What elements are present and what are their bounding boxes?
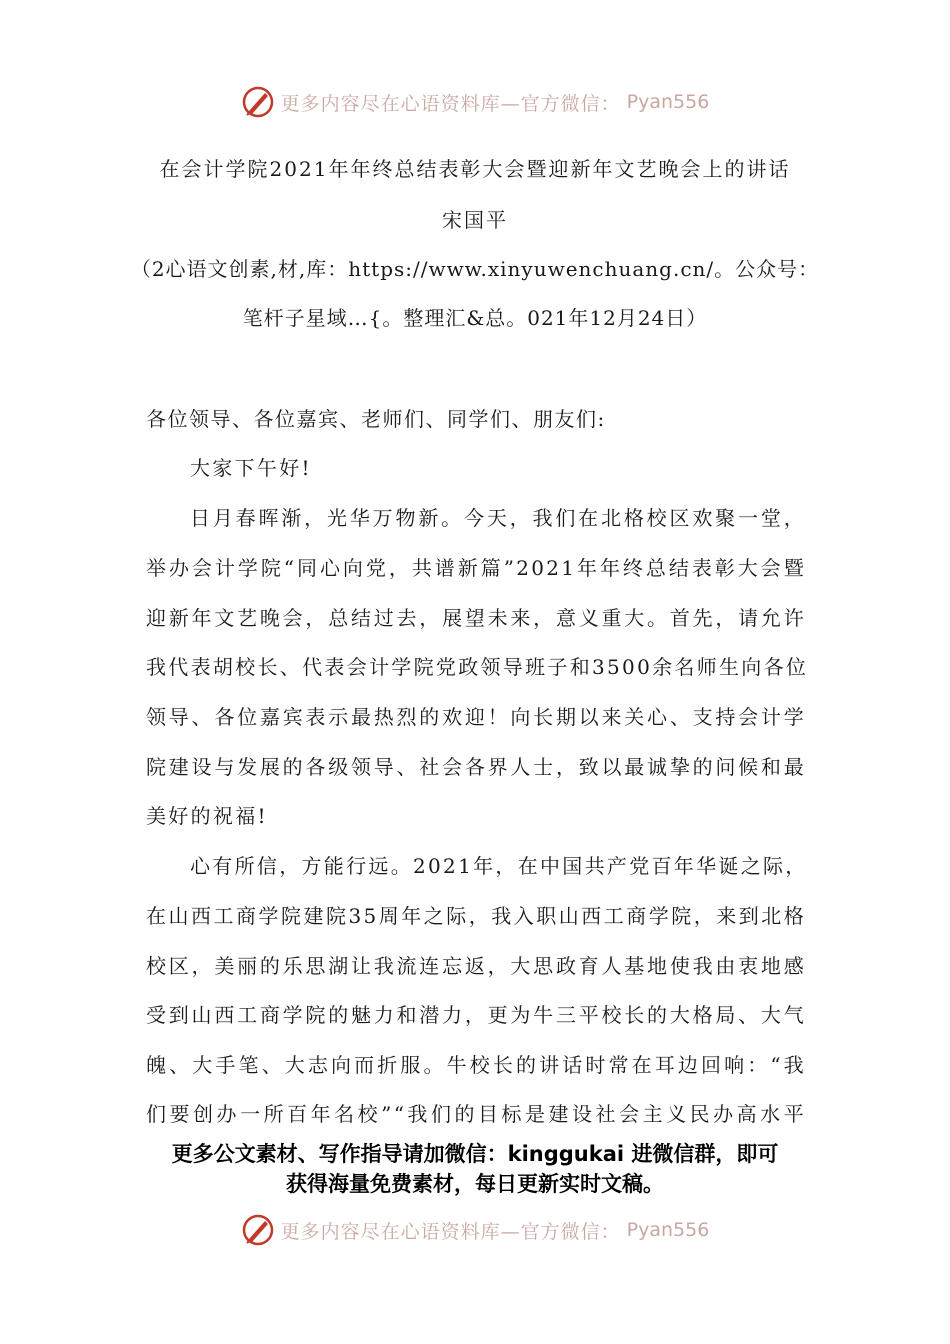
- p1-line-4: 我代表胡校长、代表会计学院党政领导班子和3500余名师生向各位: [146, 655, 809, 679]
- promo-line-2: 获得海量免费素材，每日更新实时文稿。: [286, 1172, 664, 1196]
- p1-line-3: 迎新年文艺晚会，总结过去，展望未来，意义重大。首先，请允许: [146, 606, 806, 630]
- header-banner-text: 更多内容尽在心语资料库—官方微信：: [280, 92, 621, 115]
- p2-line-6: 们要创办一所百年名校”“我们的目标是建设社会主义民办高水平: [146, 1102, 806, 1126]
- footer-banner-text: 更多内容尽在心语资料库—官方微信：: [280, 1220, 621, 1243]
- salutation: 各位领导、各位嘉宾、老师们、同学们、朋友们:: [146, 407, 606, 431]
- header-banner: [0, 82, 950, 122]
- p2-line-4: 受到山西工商学院的魅力和潜力，更为牛三平校长的大格局、大气: [146, 1003, 806, 1027]
- document-title: 在会计学院2021年年终总结表彰大会暨迎新年文艺晚会上的讲话: [159, 157, 791, 181]
- p1-line-5: 领导、各位嘉宾表示最热烈的欢迎！向长期以来关心、支持会计学: [146, 705, 806, 729]
- p1-line-7: 美好的祝福!: [146, 804, 268, 828]
- p2-line-1: 心有所信，方能行远。2021年，在中国共产党百年华诞之际，: [190, 854, 808, 878]
- p2-line-2: 在山西工商学院建院35周年之际，我入职山西工商学院，来到北格: [146, 904, 806, 928]
- p2-line-5: 魄、大手笔、大志向而折服。牛校长的讲话时常在耳边回响：“我: [146, 1053, 806, 1077]
- footer-banner-id: Pyan556: [626, 1219, 710, 1241]
- promo-line-1: 更多公文素材、写作指导请加微信：kinggukai 进微信群，即可: [171, 1142, 779, 1166]
- document-author: 宋国平: [442, 208, 508, 232]
- footer-banner: [0, 1210, 950, 1250]
- source-line-2: 笔杆子星域…{。整理汇&总。021年12月24日）: [242, 306, 708, 330]
- greeting: 大家下午好!: [190, 456, 312, 480]
- p1-line-6: 院建设与发展的各级领导、社会各界人士，致以最诚挚的问候和最: [146, 755, 806, 779]
- pen-logo-icon: [241, 85, 275, 119]
- p2-line-3: 校区，美丽的乐思湖让我流连忘返，大思政育人基地使我由衷地感: [146, 954, 806, 978]
- source-line-1: （2心语文创素,材,库：https://www.xinyuwenchuang.cn/。公众号：: [130, 257, 820, 281]
- p1-line-1: 日月春晖渐，光华万物新。今天，我们在北格校区欢聚一堂，: [190, 506, 806, 530]
- header-banner-id: Pyan556: [626, 91, 710, 113]
- pen-logo-icon: [241, 1213, 275, 1247]
- p1-line-2: 举办会计学院“同心向党，共谱新篇”2021年年终总结表彰大会暨: [146, 556, 806, 580]
